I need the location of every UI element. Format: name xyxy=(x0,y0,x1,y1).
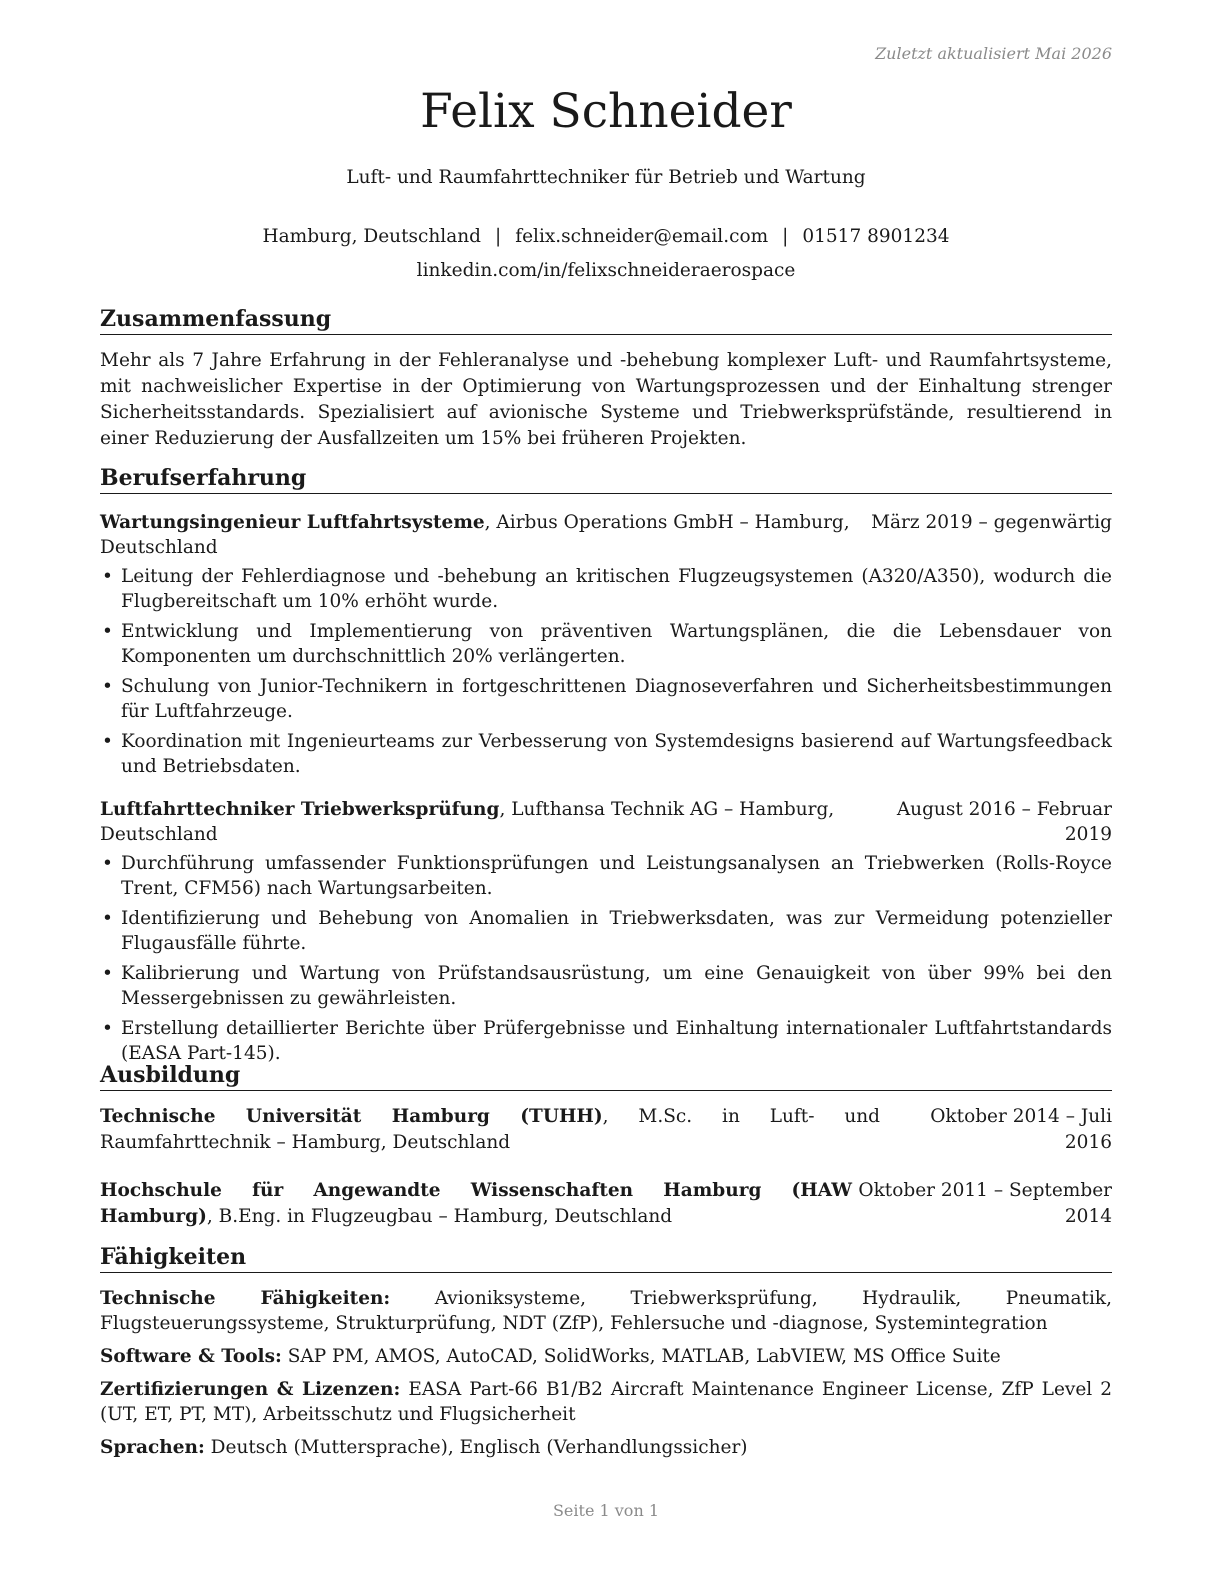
school-name: Hochschule für Angewandte Wissenschaften Hamburg (HAW Hamburg) xyxy=(100,1180,852,1227)
skill-label: Software & Tools: xyxy=(100,1346,282,1367)
job-entry xyxy=(100,797,1112,1066)
degree-detail: , M.Sc. in Luft- und Raumfahrttechnik – Hamburg, Deutschland xyxy=(100,1106,880,1153)
list-item: • Durchführung umfassender Funktionsprüfungen und Leistungsanalysen an Triebwerken (Rolls-Royce Trent, CFM56) nach Wartungsarbeiten. xyxy=(102,853,1112,899)
job-bullets xyxy=(100,564,1112,779)
job-bullets xyxy=(100,851,1112,1066)
degree-detail: , B.Eng. in Flugzeugbau – Hamburg, Deutschland xyxy=(206,1206,673,1227)
skill-row xyxy=(100,1435,1112,1460)
skill-row xyxy=(100,1377,1112,1427)
job-dates: August 2016 – Februar 2019 xyxy=(896,799,1112,845)
list-item: • Koordination mit Ingenieurteams zur Verbesserung von Systemdesigns basierend auf Wartungsfeedback und Betriebsdaten. xyxy=(102,731,1112,777)
contact-separator: | xyxy=(495,226,502,247)
list-item: • Kalibrierung und Wartung von Prüfstandsausrüstung, um eine Genauigkeit von über 99% bei den Messergebnissen zu gewährleisten. xyxy=(102,963,1112,1009)
skill-value: SAP PM, AMOS, AutoCAD, SolidWorks, MATLAB, LabVIEW, MS Office Suite xyxy=(281,1346,1001,1367)
experience-section xyxy=(100,464,1112,1071)
skill-value: EASA Part-66 B1/B2 Aircraft Maintenance Engineer License, ZfP Level 2 (UT, ET, PT, MT), Arbeitsschutz und Flugsicherheit xyxy=(100,1379,1112,1425)
skill-label: Sprachen: xyxy=(100,1437,205,1458)
resume-page xyxy=(100,0,1112,1584)
school-name: Technische Universität Hamburg (TUHH) xyxy=(100,1106,603,1127)
skill-label: Zertifizierungen & Lizenzen: xyxy=(100,1379,401,1400)
skill-row xyxy=(100,1286,1112,1336)
job-dates: März 2019 – gegenwärtig xyxy=(871,512,1112,533)
location: Hamburg, Deutschland xyxy=(262,226,481,247)
last-updated: Zuletzt aktualisiert Mai 2026 xyxy=(875,44,1112,63)
skills-list xyxy=(100,1286,1112,1460)
job-entry xyxy=(100,510,1112,779)
section-title: Zusammenfassung xyxy=(100,305,1112,335)
contact-separator: | xyxy=(782,226,789,247)
job-role: Luftfahrttechniker Triebwerksprüfung xyxy=(100,799,500,820)
education-entry xyxy=(100,1178,1112,1230)
skill-label: Technische Fähigkeiten: xyxy=(100,1288,391,1309)
page-number: Seite 1 von 1 xyxy=(552,1501,660,1520)
summary-text: Mehr als 7 Jahre Erfahrung in der Fehleranalyse und -behebung komplexer Luft- und Raumfahrtsysteme, mit nachweislicher Expertise in der Optimierung von Wartungsprozessen und der Einhaltung strenger Sicherheitsstandards. Spezialisiert auf avionische Systeme und Triebwerksprüfstände, resultierend in einer Reduzierung der Ausfallzeiten um 15% bei früheren Projekten. xyxy=(100,350,1112,449)
education-dates: Oktober 2014 – Juli 2016 xyxy=(930,1106,1112,1153)
contact-info xyxy=(100,220,1112,288)
skills-section xyxy=(100,1243,1112,1468)
phone-number: 01517 8901234 xyxy=(802,226,950,247)
section-title: Fähigkeiten xyxy=(100,1243,1112,1273)
candidate-name: Felix Schneider xyxy=(420,84,792,139)
job-role: Wartungsingenieur Luftfahrtsysteme xyxy=(100,512,485,533)
list-item: • Entwicklung und Implementierung von präventiven Wartungsplänen, die die Lebensdauer von Komponenten um durchschnittlich 20% verlängerten. xyxy=(102,621,1112,667)
education-section xyxy=(100,1061,1112,1230)
section-title: Berufserfahrung xyxy=(100,464,1112,494)
skill-value: Deutsch (Muttersprache), Englisch (Verhandlungssicher) xyxy=(204,1437,748,1458)
job-company: , Airbus Operations GmbH – Hamburg, Deutschland xyxy=(100,512,850,558)
summary-section xyxy=(100,305,1112,452)
job-company: , Lufthansa Technik AG – Hamburg, Deutschland xyxy=(100,799,835,845)
skill-row xyxy=(100,1344,1112,1369)
skill-value: Avioniksysteme, Triebwerksprüfung, Hydraulik, Pneumatik, Flugsteuerungssysteme, Strukturprüfung, NDT (ZfP), Fehlersuche und -diagnose, Systemintegration xyxy=(100,1288,1112,1334)
section-title: Ausbildung xyxy=(100,1061,1112,1091)
list-item: • Schulung von Junior-Technikern in fortgeschrittenen Diagnoseverfahren und Sicherheitsbestimmungen für Luftfahrzeuge. xyxy=(102,676,1112,722)
education-entry xyxy=(100,1104,1112,1156)
job-header xyxy=(100,510,1112,560)
job-header xyxy=(100,797,1112,847)
list-item: • Leitung der Fehlerdiagnose und -behebung an kritischen Flugzeugsystemen (A320/A350), wodurch die Flugbereitschaft um 10% erhöht wurde. xyxy=(102,566,1112,612)
contact-line xyxy=(100,220,1112,254)
list-item: • Erstellung detaillierter Berichte über Prüfergebnisse und Einhaltung internationaler Luftfahrtstandards (EASA Part-145). xyxy=(102,1018,1112,1064)
education-dates: Oktober 2011 – September 2014 xyxy=(858,1180,1112,1227)
list-item: • Identifizierung und Behebung von Anomalien in Triebwerksdaten, was zur Vermeidung potenzieller Flugausfälle führte. xyxy=(102,908,1112,954)
linkedin-link[interactable]: linkedin.com/in/felixschneideraerospace xyxy=(416,260,796,281)
email-link[interactable]: felix.schneider@email.com xyxy=(515,226,769,247)
candidate-subtitle: Luft- und Raumfahrttechniker für Betrieb und Wartung xyxy=(346,167,866,188)
